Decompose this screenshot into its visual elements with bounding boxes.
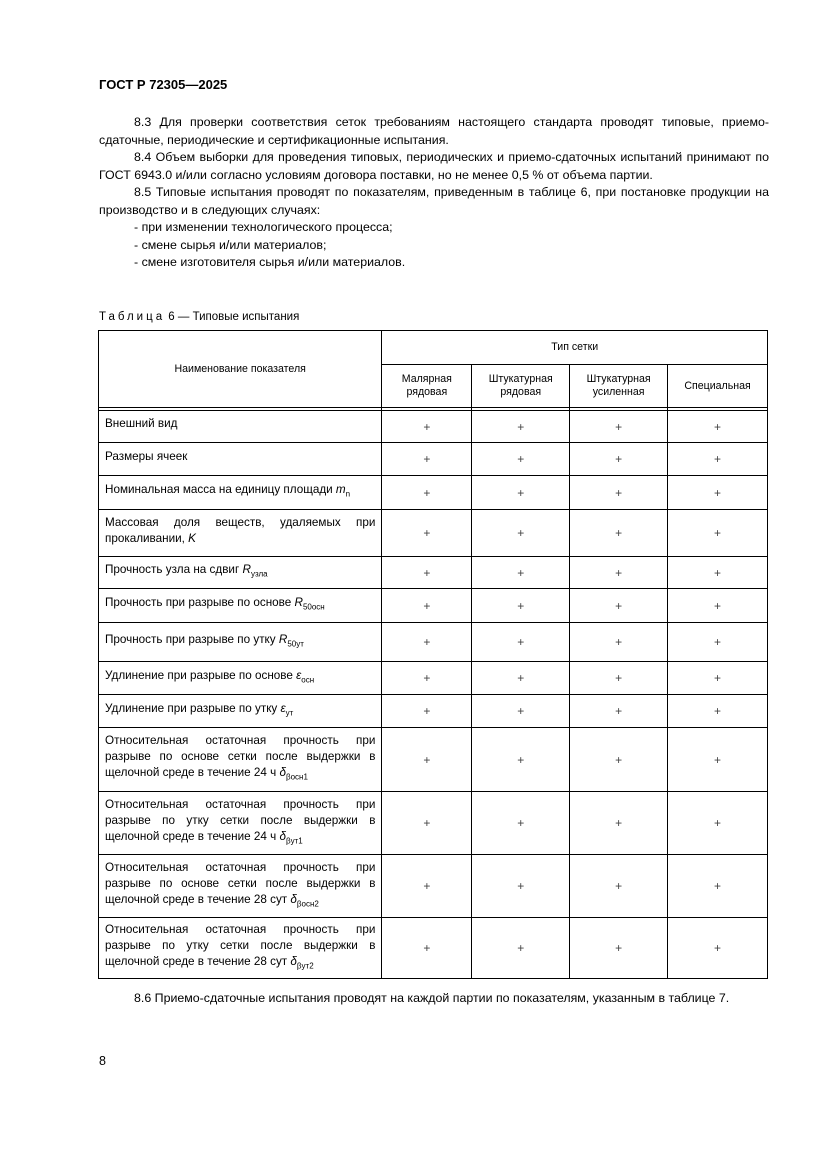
- table-row: [99, 589, 768, 623]
- test-mark: +: [382, 589, 472, 623]
- table-caption-title: 6 — Типовые испытания: [168, 311, 300, 323]
- indicator-symbol: δ: [290, 954, 297, 968]
- test-mark: +: [570, 623, 668, 662]
- test-mark: +: [668, 728, 768, 792]
- type-tests-table: [98, 330, 768, 979]
- page-number: 8: [99, 1054, 106, 1068]
- list-item: - смене изготовителя сырья и/или материалов.: [134, 255, 406, 269]
- test-mark: +: [472, 589, 570, 623]
- indicator-subscript: осн: [301, 675, 315, 685]
- indicator-name: [99, 557, 382, 589]
- indicator-text: Прочность при разрыве по основе: [105, 596, 295, 610]
- indicator-text: Прочность при разрыве по утку: [105, 632, 279, 646]
- table-row: [99, 662, 768, 695]
- table-row: [99, 728, 768, 792]
- indicator-name: [99, 792, 382, 855]
- indicator-subscript: узла: [250, 569, 268, 579]
- indicator-subscript: βут1: [285, 836, 303, 846]
- indicator-name: [99, 510, 382, 557]
- test-mark: +: [668, 918, 768, 979]
- column-header-type-3: Штукатурная усиленная: [570, 365, 668, 408]
- test-mark: +: [668, 411, 768, 443]
- test-mark: +: [472, 557, 570, 589]
- test-mark: +: [382, 510, 472, 557]
- table-row: [99, 623, 768, 662]
- table-body: [99, 411, 768, 979]
- indicator-text: Прочность узла на сдвиг: [105, 563, 243, 577]
- test-mark: +: [382, 792, 472, 855]
- test-mark: +: [570, 557, 668, 589]
- test-mark: +: [472, 662, 570, 695]
- table-row: [99, 695, 768, 728]
- indicator-text: Размеры ячеек: [105, 449, 188, 463]
- indicator-subscript: 50осн: [302, 602, 325, 612]
- column-header-type: Тип сетки: [382, 331, 768, 365]
- test-mark: +: [668, 695, 768, 728]
- table-caption: [99, 311, 299, 323]
- test-mark: +: [668, 557, 768, 589]
- indicator-text: Относительная остаточная прочность при разрыве по утку сетки после выдержки в щелочной среде в течение 24 ч: [105, 797, 376, 843]
- indicator-symbol: R: [278, 632, 288, 646]
- indicator-name: [99, 476, 382, 510]
- indicator-subscript: βосн2: [296, 899, 319, 909]
- table-row: [99, 918, 768, 979]
- test-mark: +: [570, 728, 668, 792]
- table-row: [99, 476, 768, 510]
- indicator-symbol: m: [335, 483, 346, 497]
- indicator-name: [99, 623, 382, 662]
- test-mark: +: [382, 443, 472, 476]
- indicator-symbol: ε: [280, 701, 286, 715]
- indicator-symbol: δ: [290, 892, 297, 906]
- test-mark: +: [382, 918, 472, 979]
- paragraph-8-5: 8.5 Типовые испытания проводят по показателям, приведенным в таблице 6, при постановке продукции на производство и в следующих случаях:: [99, 185, 769, 217]
- indicator-symbol: ε: [296, 668, 302, 682]
- test-mark: +: [382, 662, 472, 695]
- test-mark: +: [570, 510, 668, 557]
- section-text-tail: [99, 990, 769, 1008]
- test-mark: +: [668, 510, 768, 557]
- test-mark: +: [472, 476, 570, 510]
- indicator-symbol: δ: [279, 766, 286, 780]
- table-row: [99, 510, 768, 557]
- test-mark: +: [668, 443, 768, 476]
- test-mark: +: [472, 623, 570, 662]
- indicator-text: Относительная остаточная прочность при разрыве по утку сетки после выдержки в щелочной среде в течение 28 сут: [105, 922, 376, 968]
- test-mark: +: [472, 792, 570, 855]
- test-mark: +: [570, 792, 668, 855]
- indicator-name: [99, 728, 382, 792]
- indicator-name: [99, 695, 382, 728]
- test-mark: +: [668, 476, 768, 510]
- indicator-name: [99, 411, 382, 443]
- test-mark: +: [382, 728, 472, 792]
- test-mark: +: [570, 443, 668, 476]
- indicator-name: [99, 589, 382, 623]
- indicator-subscript: βосн1: [285, 772, 308, 782]
- indicator-subscript: ут: [285, 708, 294, 718]
- column-header-name: Наименование показателя: [99, 331, 382, 408]
- test-mark: +: [472, 510, 570, 557]
- indicator-name: [99, 443, 382, 476]
- test-mark: +: [472, 695, 570, 728]
- indicator-symbol: R: [242, 563, 251, 577]
- indicator-symbol: R: [294, 596, 303, 610]
- test-mark: +: [570, 662, 668, 695]
- table-row: [99, 443, 768, 476]
- paragraph-8-3: 8.3 Для проверки соответствия сеток требованиям настоящего стандарта проводят типовые, приемо-сдаточные, периодические и сертификационные испытания.: [99, 115, 769, 147]
- indicator-text: Относительная остаточная прочность при разрыве по основе сетки после выдержки в щелочной среде в течение 24 ч: [105, 734, 376, 780]
- test-mark: +: [382, 557, 472, 589]
- test-mark: +: [570, 411, 668, 443]
- test-mark: +: [668, 623, 768, 662]
- document-header: ГОСТ Р 72305—2025: [99, 77, 228, 92]
- test-mark: +: [668, 662, 768, 695]
- test-mark: +: [570, 589, 668, 623]
- indicator-name: [99, 662, 382, 695]
- indicator-name: [99, 855, 382, 918]
- table-row: [99, 792, 768, 855]
- indicator-subscript: n: [345, 489, 351, 499]
- indicator-symbol: δ: [279, 829, 286, 843]
- test-mark: +: [472, 855, 570, 918]
- paragraph-8-4: 8.4 Объем выборки для проведения типовых, периодических и приемо-сдаточных испытаний принимают по ГОСТ 6943.0 и/или согласно условиям договора поставки, но не менее 0,5 % от объема партии.: [99, 150, 769, 182]
- test-mark: +: [472, 728, 570, 792]
- test-mark: +: [570, 476, 668, 510]
- test-mark: +: [472, 918, 570, 979]
- column-header-type-2: Штукатурная рядовая: [472, 365, 570, 408]
- test-mark: +: [570, 855, 668, 918]
- indicator-text: Удлинение при разрыве по утку: [105, 701, 281, 715]
- test-mark: +: [668, 792, 768, 855]
- table-caption-word: Таблица: [99, 311, 166, 323]
- test-mark: +: [472, 443, 570, 476]
- test-mark: +: [382, 623, 472, 662]
- indicator-text: Удлинение при разрыве по основе: [105, 668, 297, 682]
- test-mark: +: [570, 695, 668, 728]
- test-mark: +: [382, 476, 472, 510]
- indicator-text: Относительная остаточная прочность при разрыве по основе сетки после выдержки в щелочной среде в течение 28 сут: [105, 860, 376, 906]
- indicator-subscript: βут2: [296, 961, 314, 971]
- indicator-name: [99, 918, 382, 979]
- test-mark: +: [668, 855, 768, 918]
- indicator-text: Внешний вид: [105, 417, 178, 431]
- test-mark: +: [382, 411, 472, 443]
- paragraph-8-6: 8.6 Приемо-сдаточные испытания проводят на каждой партии по показателям, указанным в таблице 7.: [134, 991, 730, 1005]
- test-mark: +: [668, 589, 768, 623]
- indicator-text: Массовая доля веществ, удаляемых при прокаливании,: [105, 515, 376, 545]
- indicator-subscript: 50ут: [287, 639, 304, 649]
- test-mark: +: [382, 695, 472, 728]
- table-row: [99, 557, 768, 589]
- test-mark: +: [472, 411, 570, 443]
- list-item: - смене сырья и/или материалов;: [134, 237, 327, 252]
- column-header-type-1: Малярная рядовая: [382, 365, 472, 408]
- list-item: - при изменении технологического процесса;: [134, 220, 393, 234]
- test-mark: +: [382, 855, 472, 918]
- table-row: [99, 855, 768, 918]
- column-header-type-4: Специальная: [668, 365, 768, 408]
- section-text: [99, 114, 769, 272]
- indicator-text: Номинальная масса на единицу площади: [105, 483, 336, 497]
- indicator-symbol: K: [188, 531, 196, 545]
- table-row: [99, 411, 768, 443]
- test-mark: +: [570, 918, 668, 979]
